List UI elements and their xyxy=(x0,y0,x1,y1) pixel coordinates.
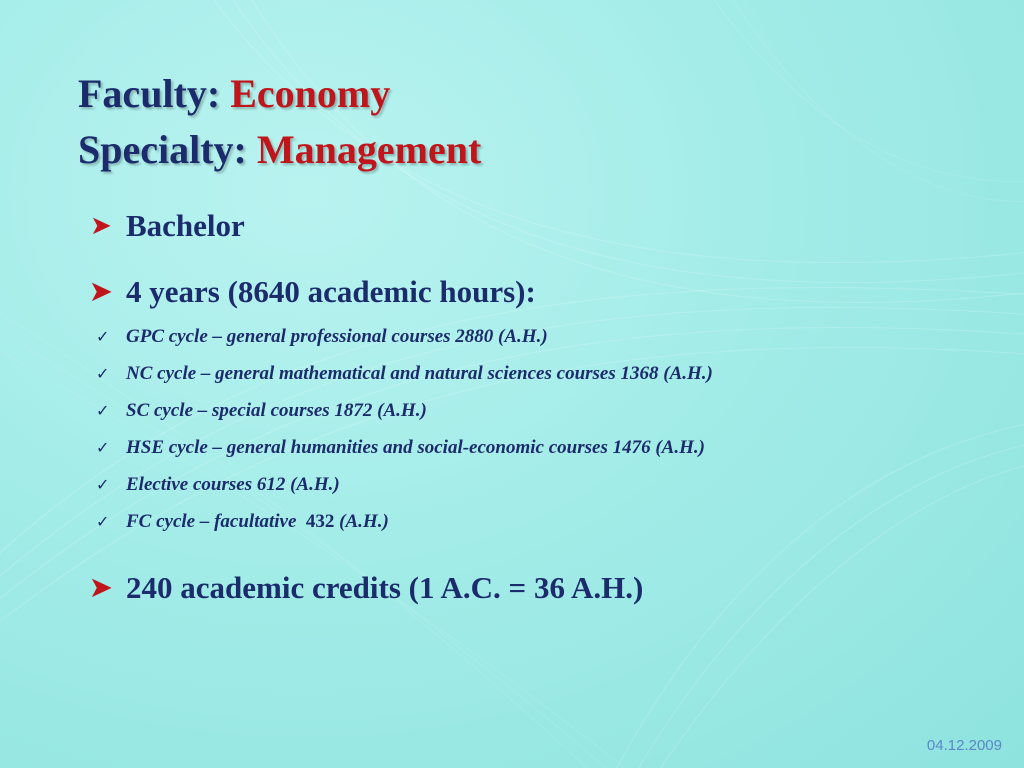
cycle-item xyxy=(88,503,988,540)
checkmark-icon: ✓ xyxy=(96,364,110,383)
degree-text: Bachelor xyxy=(126,208,245,243)
bullet-degree xyxy=(88,200,988,252)
checkmark-icon: ✓ xyxy=(96,438,110,457)
specialty-value: Management xyxy=(256,127,482,172)
cycle-text: SC cycle – special courses 1872 (A.H.) xyxy=(126,400,427,421)
slide-content xyxy=(88,200,988,610)
checkmark-icon: ✓ xyxy=(96,401,110,420)
checkmark-icon: ✓ xyxy=(96,327,110,346)
slide-date: 04.12.2009 xyxy=(926,737,1002,754)
arrow-bullet-icon: ➤ xyxy=(90,277,112,306)
cycle-item xyxy=(88,392,988,429)
cycle-hours: 432 xyxy=(305,511,335,532)
cycle-item xyxy=(88,318,988,355)
bullet-duration xyxy=(88,270,988,314)
faculty-value: Economy xyxy=(230,71,391,116)
cycle-item xyxy=(88,466,988,503)
cycle-item xyxy=(88,355,988,392)
arrow-bullet-icon: ➤ xyxy=(90,211,112,240)
arrow-bullet-icon: ➤ xyxy=(90,573,112,602)
cycle-text: HSE cycle – general humanities and social-economic courses 1476 (A.H.) xyxy=(126,437,705,458)
cycle-suffix: (A.H.) xyxy=(334,511,389,532)
cycle-text: FC cycle – facultative xyxy=(126,511,306,532)
duration-text: 4 years (8640 academic hours): xyxy=(126,274,536,309)
cycle-item xyxy=(88,429,988,466)
checkmark-icon: ✓ xyxy=(96,512,110,531)
slide-title xyxy=(78,66,481,178)
specialty-label: Specialty: xyxy=(78,127,257,172)
cycle-text: GPC cycle – general professional courses 2880 (A.H.) xyxy=(126,326,548,347)
cycle-text: Elective courses 612 (A.H.) xyxy=(126,474,340,495)
credits-text: 240 academic credits (1 A.C. = 36 A.H.) xyxy=(126,570,644,605)
faculty-label: Faculty: xyxy=(78,71,231,116)
cycle-text: NC cycle – general mathematical and natural sciences courses 1368 (A.H.) xyxy=(126,363,713,384)
checkmark-icon: ✓ xyxy=(96,475,110,494)
bullet-credits xyxy=(88,566,988,610)
